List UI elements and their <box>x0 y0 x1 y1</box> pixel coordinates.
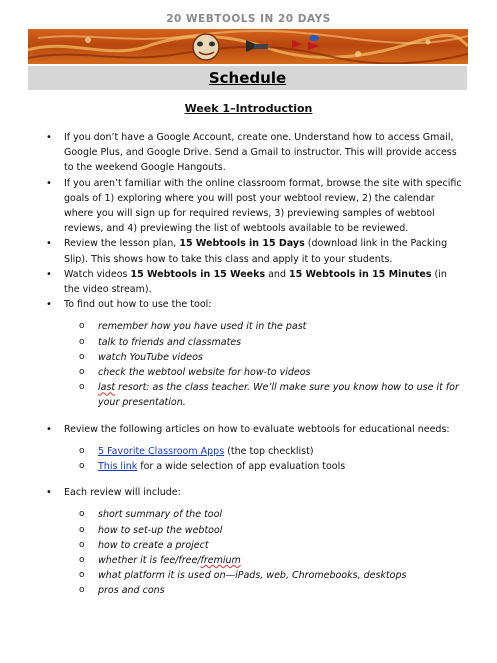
sub-list-item <box>0 523 497 538</box>
schedule-title: Schedule <box>208 69 287 87</box>
list-item <box>0 267 497 297</box>
main-list <box>0 130 497 312</box>
sub-list-item <box>0 538 497 553</box>
list-item <box>0 485 497 500</box>
item-text: Review the lesson plan, <box>64 238 180 250</box>
sub-list-item <box>0 459 497 474</box>
item-text: (download link in the Packing Slip). This shows how to take this class and apply it to your students. <box>64 238 448 265</box>
schedule-content <box>0 130 497 599</box>
spellcheck-word: fremium <box>200 555 241 567</box>
item-text: Each review will include: <box>64 487 181 499</box>
sub-list-item <box>0 350 497 365</box>
main-list <box>0 485 497 500</box>
sub-item-text: remember how you have used it in the past <box>98 321 307 333</box>
item-text: and <box>265 268 290 280</box>
sub-list-item <box>0 319 497 334</box>
how-to-sublist <box>0 319 497 410</box>
list-item <box>0 236 497 266</box>
sub-item-text: check the webtool website for how-to videos <box>98 367 311 379</box>
list-item <box>0 130 497 176</box>
sub-item-text: how to set-up the webtool <box>98 524 223 536</box>
item-text: Watch videos <box>64 268 131 280</box>
item-text: (in the video stream). <box>64 268 447 296</box>
main-list <box>0 422 497 437</box>
app-evaluation-link[interactable]: This link <box>98 461 138 473</box>
video-title: 15 Webtools in 15 Weeks <box>130 268 266 280</box>
item-text: If you don’t have a Google Account, create one. Understand how to access Gmail, Google Plus, and Google Drive. Send a Gmail to instructor. This will provide access to the weekend Google Hangouts. <box>64 132 457 174</box>
sub-item-text: for a wide selection of app evaluation tools <box>137 461 346 473</box>
sub-list-item <box>0 380 497 410</box>
sub-item-text: whether it is fee/free/ <box>98 555 201 567</box>
video-title: 15 Webtools in 15 Minutes <box>289 268 432 280</box>
page-header-title: 20 WEBTOOLS IN 20 DAYS <box>166 13 331 25</box>
item-text: If you aren’t familiar with the online classroom format, browse the site with specific goals of 1) exploring where you will post your webtool review, 2) the calendar where you will sign up for required reviews, 3) previewing samples of webtool reviews, and 4) previewing the list of webtools available to be reviewed. <box>64 177 462 235</box>
item-text: To find out how to use the tool: <box>64 299 212 311</box>
articles-sublist <box>0 444 497 474</box>
week-title: Week 1–Introduction <box>184 102 313 115</box>
sub-item-text: short summary of the tool <box>98 509 223 521</box>
sub-item-text: talk to friends and classmates <box>98 336 242 348</box>
sub-item-text: how to create a project <box>98 539 209 551</box>
schedule-header-bar <box>28 66 467 90</box>
sub-item-text: watch YouTube videos <box>98 351 203 363</box>
decorative-banner <box>28 29 468 64</box>
list-item <box>0 422 497 437</box>
item-text: Review the following articles on how to evaluate webtools for educational needs: <box>64 423 450 435</box>
sub-item-text: (the top checklist) <box>224 445 314 457</box>
spellcheck-word: last <box>98 382 116 394</box>
lesson-plan-title: 15 Webtools in 15 Days <box>179 238 305 250</box>
sub-list-item <box>0 365 497 380</box>
decorative-banner-art-icon <box>28 30 468 64</box>
sub-list-item <box>0 335 497 350</box>
list-item <box>0 297 497 312</box>
sub-item-text: resort: as the class teacher. We’ll make sure you know how to use it for your presentation. <box>98 382 459 409</box>
favorite-classroom-apps-link[interactable]: 5 Favorite Classroom Apps <box>98 445 225 457</box>
sub-list-item <box>0 568 497 583</box>
sub-list-item <box>0 507 497 522</box>
sub-list-item <box>0 583 497 598</box>
sub-item-text: pros and cons <box>98 585 165 597</box>
sub-list-item <box>0 444 497 459</box>
sub-list-item <box>0 553 497 568</box>
sub-item-text: what platform it is used on—iPads, web, Chromebooks, desktops <box>98 570 407 582</box>
list-item <box>0 176 497 237</box>
review-sublist <box>0 507 497 598</box>
